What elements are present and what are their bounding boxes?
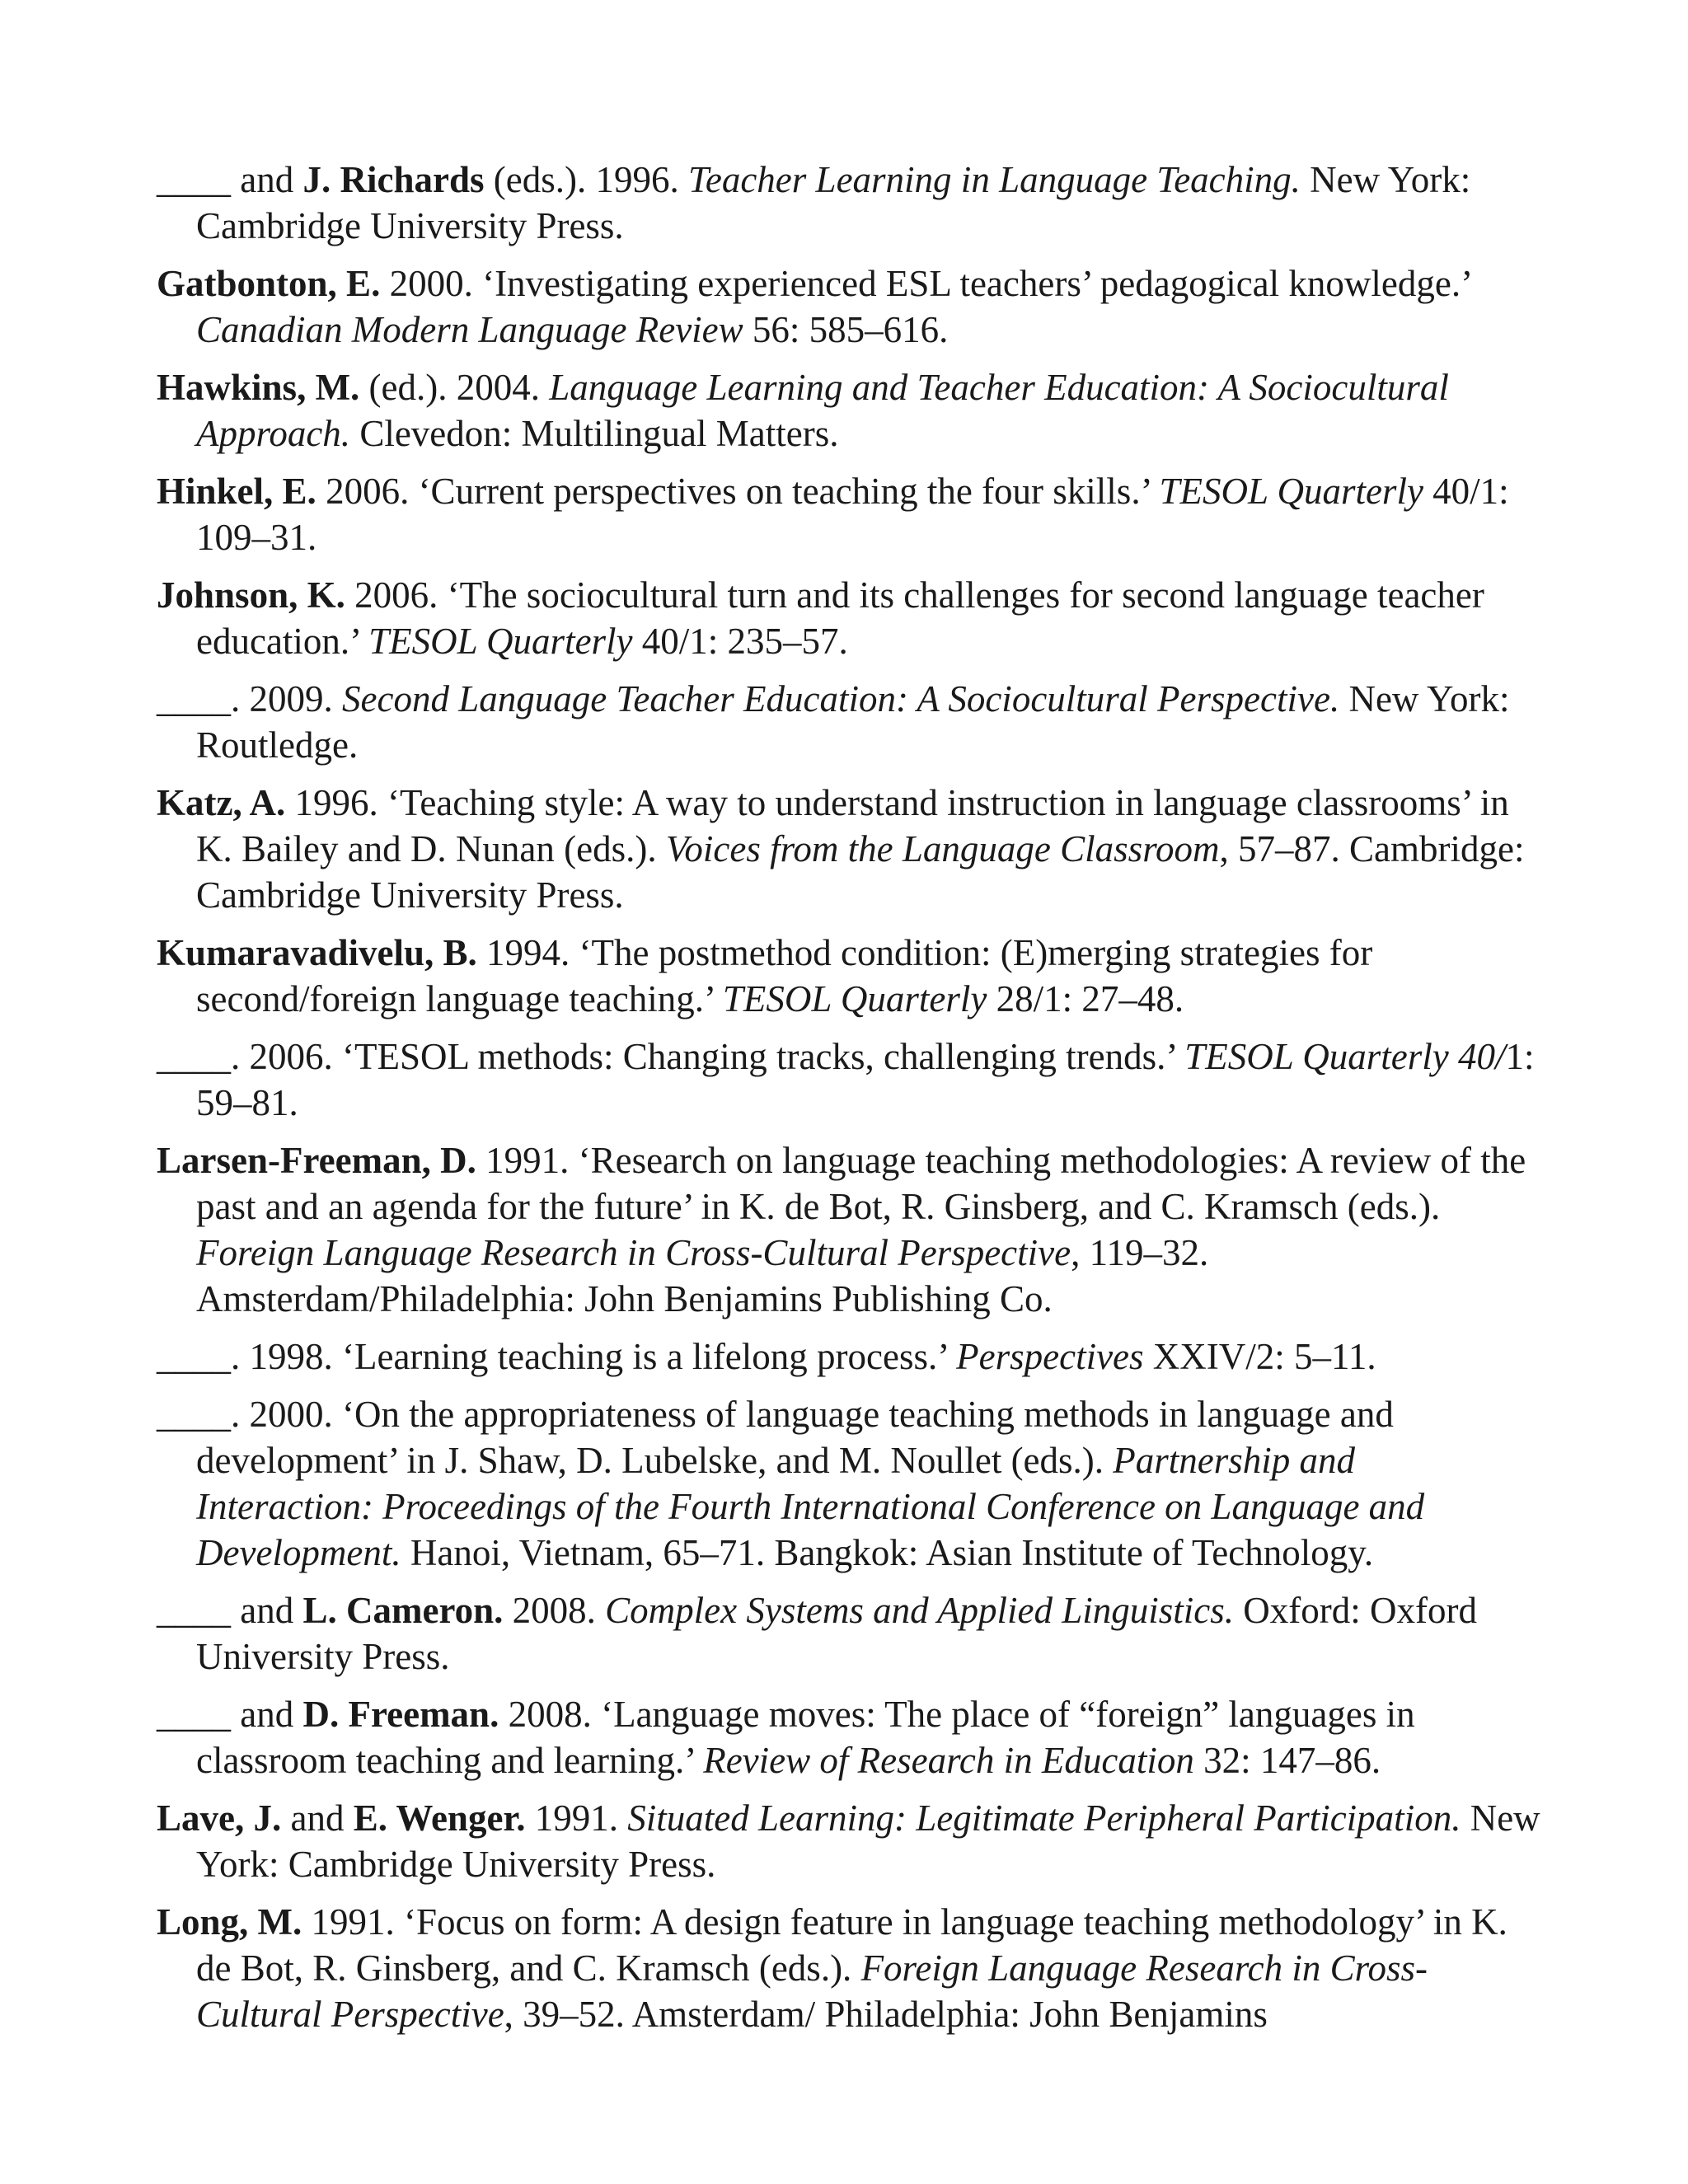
citation-text: , 119–32. Amsterdam/Philadelphia: John Benjamins Publishing Co. <box>196 1232 1209 1319</box>
publication-title: Review of Research in Education <box>703 1740 1194 1781</box>
citation-text: (eds.). 1996. <box>484 159 688 200</box>
citation-text: 2008. ‘Language moves: The place of “foreign” languages in classroom teaching and learning.’ <box>196 1694 1415 1781</box>
reference-entry <box>157 1391 1541 1576</box>
publication-title: Partnership and Interaction: Proceedings of the Fourth International Conference on Language and Development. <box>196 1440 1425 1573</box>
citation-text: 2006. ‘The sociocultural turn and its challenges for second language teacher education.’ <box>196 574 1484 662</box>
citation-text: 1991. ‘Research on language teaching methodologies: A review of the past and an agenda for the future’ in K. de Bot, R. Ginsberg, and C. Kramsch (eds.). <box>196 1140 1526 1227</box>
citation-text: (ed.). 2004. <box>359 367 550 408</box>
reference-entry <box>157 1795 1541 1887</box>
citation-text: 32: 147–86. <box>1193 1740 1381 1781</box>
reference-entry <box>157 1691 1541 1783</box>
citation-text: Oxford: Oxford University Press. <box>196 1590 1477 1677</box>
publication-title: Voices from the Language Classroom <box>665 828 1220 869</box>
reference-entry <box>157 676 1541 768</box>
citation-text: ____ <box>157 159 231 200</box>
author-name: Larsen-Freeman, D. <box>157 1140 476 1181</box>
citation-text: , 39–52. Amsterdam/ Philadelphia: John Benjamins <box>504 1994 1268 2035</box>
citation-text: Hanoi, Vietnam, 65–71. Bangkok: Asian Institute of Technology. <box>401 1532 1374 1573</box>
publication-title: Foreign Language Research in Cross-Cultural Perspective <box>196 1947 1428 2035</box>
reference-entry <box>157 364 1541 457</box>
author-name: Johnson, K. <box>157 574 345 616</box>
citation-text: , 57–87. Cambridge: Cambridge University Press. <box>196 828 1525 916</box>
citation-text: 1994. ‘The postmethod condition: (E)merging strategies for second/foreign language teaching.’ <box>196 932 1373 1019</box>
citation-text: 1: 59–81. <box>196 1036 1535 1123</box>
publication-title: Language Learning and Teacher Education: A Sociocultural Approach. <box>196 367 1449 454</box>
citation-text: 1996. ‘Teaching style: A way to understand instruction in language classrooms’ in K. Bailey and D. Nunan (eds.). <box>196 782 1509 869</box>
author-name: Gatbonton, E. <box>157 263 381 304</box>
reference-entry <box>157 1333 1541 1380</box>
citation-text: ____ and <box>157 1590 303 1631</box>
reference-entry <box>157 780 1541 918</box>
reference-entry <box>157 1033 1541 1126</box>
author-name: Katz, A. <box>157 782 286 823</box>
reference-entry <box>157 1137 1541 1322</box>
reference-entry <box>157 157 1541 249</box>
author-name: J. Richards <box>302 159 485 200</box>
citation-text: New York: Cambridge University Press. <box>196 1797 1540 1885</box>
publication-title: Foreign Language Research in Cross-Cultural Perspective <box>196 1232 1071 1273</box>
citation-text: 40/1: 235–57. <box>632 621 848 662</box>
author-name: Kumaravadivelu, B. <box>157 932 477 973</box>
author-name: E. Wenger. <box>353 1797 526 1839</box>
reference-entry <box>157 260 1541 353</box>
reference-entry <box>157 930 1541 1022</box>
citation-text: ____ and <box>157 1694 303 1735</box>
citation-text: 1991. ‘Focus on form: A design feature in language teaching methodology’ in K. de Bot, R. Ginsberg, and C. Kramsch (eds.). <box>196 1901 1507 1989</box>
citation-text: ____. 1998. ‘Learning teaching is a lifelong process.’ <box>157 1336 957 1377</box>
author-name: D. Freeman. <box>302 1694 499 1735</box>
reference-entry <box>157 1899 1541 2037</box>
publication-title: TESOL Quarterly 40/ <box>1184 1036 1506 1077</box>
publication-title: TESOL Quarterly <box>368 621 633 662</box>
reference-entry <box>157 1587 1541 1680</box>
citation-text: New York: Routledge. <box>196 678 1510 766</box>
publication-title: Canadian Modern Language Review <box>196 309 743 350</box>
author-name: Hawkins, M. <box>157 367 360 408</box>
citation-text: 28/1: 27–48. <box>987 978 1184 1019</box>
citation-text: XXIV/2: 5–11. <box>1143 1336 1376 1377</box>
publication-title: TESOL Quarterly <box>1159 471 1423 512</box>
reference-entry <box>157 468 1541 560</box>
citation-text: 56: 585–616. <box>743 309 949 350</box>
publication-title: TESOL Quarterly <box>722 978 987 1019</box>
reference-list <box>157 157 1541 2049</box>
citation-text: 2000. ‘Investigating experienced ESL teachers’ pedagogical knowledge.’ <box>380 263 1470 304</box>
citation-text: ____. 2000. ‘On the appropriateness of language teaching methods in language and development’ in J. Shaw, D. Lubelske, and M. Noullet (eds.). <box>157 1394 1394 1481</box>
citation-text: ____. 2009. <box>157 678 342 719</box>
publication-title: Perspectives <box>956 1336 1144 1377</box>
author-name: Hinkel, E. <box>157 471 316 512</box>
citation-text: New York: Cambridge University Press. <box>196 159 1471 246</box>
publication-title: Teacher Learning in Language Teaching. <box>687 159 1301 200</box>
publication-title: Situated Learning: Legitimate Peripheral Participation. <box>627 1797 1461 1839</box>
citation-text: 2006. ‘Current perspectives on teaching the four skills.’ <box>316 471 1160 512</box>
publication-title: Second Language Teacher Education: A Sociocultural Perspective. <box>342 678 1340 719</box>
citation-text: and <box>281 1797 354 1839</box>
citation-text: Clevedon: Multilingual Matters. <box>350 413 839 454</box>
citation-text: 1991. <box>525 1797 628 1839</box>
citation-text: 40/1: 109–31. <box>196 471 1509 558</box>
citation-text: ____. 2006. ‘TESOL methods: Changing tracks, challenging trends.’ <box>157 1036 1185 1077</box>
publication-title: Complex Systems and Applied Linguistics. <box>605 1590 1235 1631</box>
citation-text: and <box>231 159 303 200</box>
reference-entry <box>157 572 1541 664</box>
author-name: Long, M. <box>157 1901 302 1943</box>
author-name: L. Cameron. <box>302 1590 504 1631</box>
author-name: Lave, J. <box>157 1797 282 1839</box>
citation-text: 2008. <box>503 1590 606 1631</box>
